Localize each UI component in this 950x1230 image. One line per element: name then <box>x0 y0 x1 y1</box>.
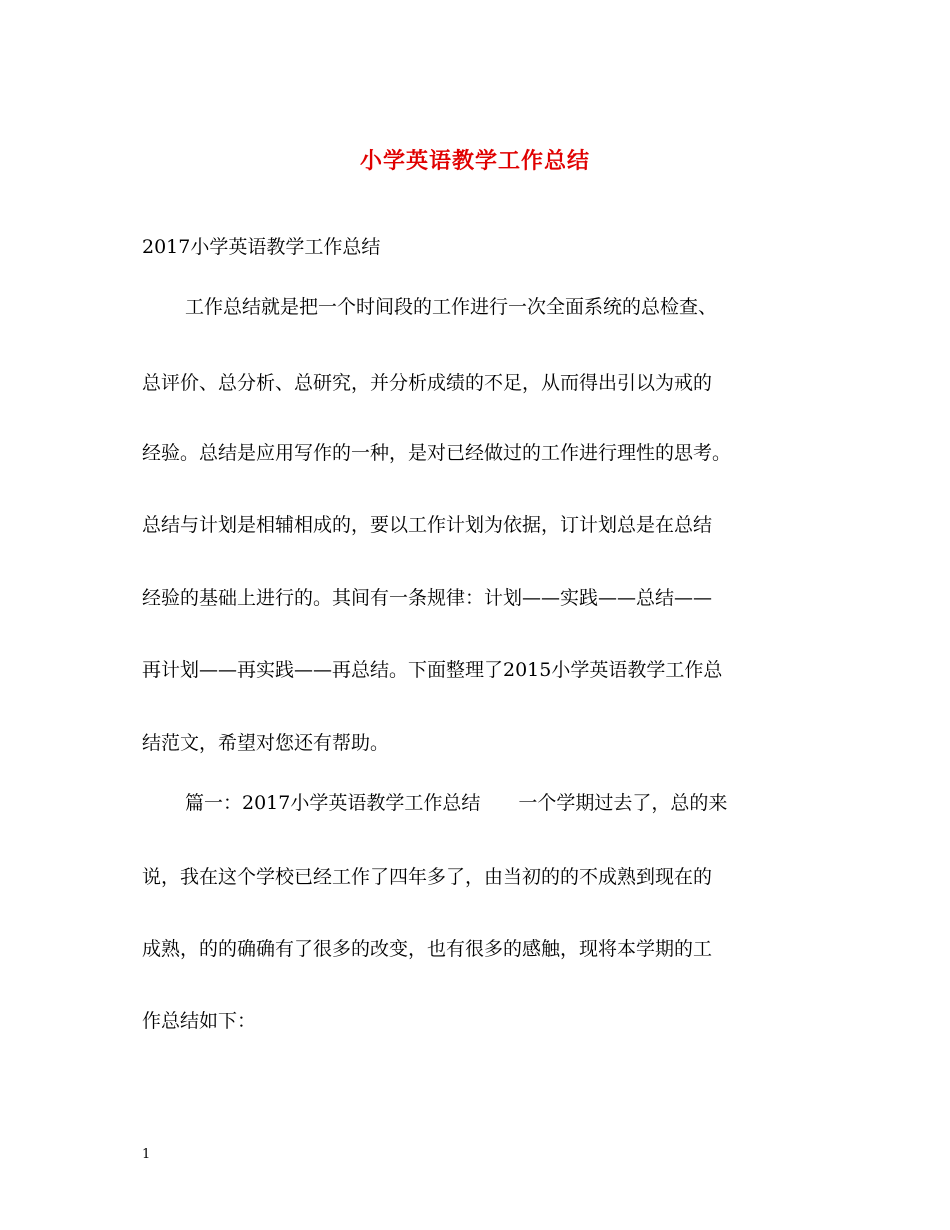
paragraph-2-line-3: 成熟，的的确确有了很多的改变，也有很多的感触，现将本学期的工 <box>142 938 713 960</box>
paragraph-1-line-1: 工作总结就是把一个时间段的工作进行一次全面系统的总检查、 <box>185 296 718 318</box>
paragraph-1-line-4: 总结与计划是相辅相成的，要以工作计划为依据，订计划总是在总结 <box>142 514 713 536</box>
paragraph-2-line-2: 说，我在这个学校已经工作了四年多了，由当初的的不成熟到现在的 <box>142 866 713 888</box>
document-title: 小学英语教学工作总结 <box>359 148 590 174</box>
paragraph-2-line-1: 篇一：2017小学英语教学工作总结 一个学期过去了，总的来 <box>185 792 728 814</box>
paragraph-1-line-7: 结范文，希望对您还有帮助。 <box>142 732 390 754</box>
page-number: 1 <box>142 1147 151 1162</box>
paragraph-1-line-3: 经验。总结是应用写作的一种，是对已经做过的工作进行理性的思考。 <box>142 442 732 464</box>
paragraph-1-line-6: 再计划——再实践——再总结。下面整理了2015小学英语教学工作总 <box>142 659 723 681</box>
paragraph-2-line-4: 作总结如下： <box>142 1010 257 1032</box>
paragraph-1-line-2: 总评价、总分析、总研究，并分析成绩的不足，从而得出引以为戒的 <box>142 372 713 394</box>
document-subtitle: 2017小学英语教学工作总结 <box>142 236 381 258</box>
paragraph-1-line-5: 经验的基础上进行的。其间有一条规律：计划——实践——总结—— <box>142 587 713 609</box>
